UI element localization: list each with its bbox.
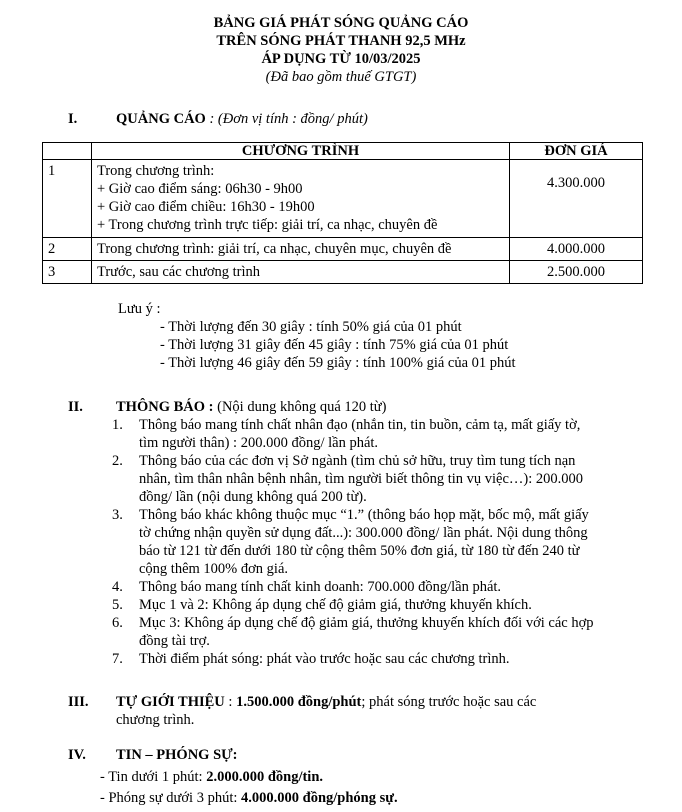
section-3-text-line2: chương trình. [116,712,195,728]
section-1-number: I. [68,111,78,127]
list-item-text: Thời điểm phát sóng: phát vào trước hoặc sau các chương trình. [139,651,510,667]
col-index-header [43,143,92,160]
section-1-unit: : (Đơn vị tính : đồng/ phút) [205,111,368,127]
list-item-text: - Phóng sự dưới 3 phút: [100,790,242,806]
doc-title-line2: TRÊN SÓNG PHÁT THANH 92,5 MHz [216,33,466,49]
list-item-text: Thông báo mang tính chất kinh doanh: 700.000 đồng/lần phát. [139,579,502,595]
section-3-separator: : [224,694,237,710]
notes-block [118,300,516,372]
list-item [112,416,602,452]
table-row [43,261,643,284]
row-program-line: Trước, sau các chương trình [97,264,260,280]
notes-label: Lưu ý : [118,301,161,317]
list-item-number: 3. [112,507,123,523]
section-4-title: TIN – PHÓNG SỰ: [116,747,238,763]
list-item-text: Thông báo của các đơn vị Sở ngành (tìm chủ sở hữu, truy tìm tung tích nạn nhân, tìm thân nhân bệnh nhân, tìm người biết thông tin vụ việc…): 200.000 đồng/ lần (nội dung không quá 200 từ). [139,453,584,505]
list-item-number: 5. [112,597,123,613]
list-item-text: Mục 3: Không áp dụng chế độ giảm giá, thưởng khuyến khích đối với các hợp đồng tài trợ. [139,615,594,649]
list-item [112,650,602,668]
list-item [112,596,602,614]
list-item-number: 7. [112,651,123,667]
row-price: 2.500.000 [510,261,643,284]
note-item: - Thời lượng 46 giây đến 59 giây : tính 100% giá của 01 phút [160,355,516,371]
list-item [112,578,602,596]
list-item [112,614,602,650]
section-1-title: QUẢNG CÁO [116,111,206,127]
section-3-price: 1.500.000 đồng/phút [236,694,362,710]
doc-effective-date: ÁP DỤNG TỪ 10/03/2025 [261,51,421,67]
table-row [43,160,643,238]
doc-tax-note: (Đã bao gồm thuế GTGT) [265,69,417,85]
list-item-text: Thông báo khác không thuộc mục “1.” (thông báo họp mặt, bốc mộ, mất giấy tờ chứng nhận quyền sử dụng đất...): 300.000 đồng/ lần phát. Nội dung thông báo từ 121 từ đến dưới 180 từ cộng thêm 50% đơn giá, từ 180 từ đến 240 từ cộng thêm 100% đơn giá. [139,507,589,577]
row-program-line: + Giờ cao điểm sáng: 06h30 - 9h00 [97,181,303,197]
row-program-line: + Trong chương trình trực tiếp: giải trí, ca nhạc, chuyên đề [97,217,438,233]
row-price: 4.000.000 [510,238,643,261]
row-index: 1 [43,160,92,238]
list-item [100,789,398,807]
row-price: 4.300.000 [510,160,643,238]
list-item-number: 4. [112,579,123,595]
list-item-price: 4.000.000 đồng/phóng sự. [241,790,398,806]
list-item [112,506,602,578]
row-index: 2 [43,238,92,261]
list-item-text: - Tin dưới 1 phút: [100,769,207,785]
row-index: 3 [43,261,92,284]
row-program [92,238,510,261]
announcement-list [112,416,602,668]
note-item: - Thời lượng đến 30 giây : tính 50% giá của 01 phút [160,319,462,335]
row-program-line: + Giờ cao điểm chiều: 16h30 - 19h00 [97,199,315,215]
section-3-text: ; phát sóng trước hoặc sau các [361,694,537,710]
list-item-number: 6. [112,615,123,631]
section-2-subtitle: (Nội dung không quá 120 từ) [213,399,387,415]
section-3-title: TỰ GIỚI THIỆU [116,694,225,710]
list-item-price: 2.000.000 đồng/tin. [206,769,324,785]
col-price-header: ĐƠN GIÁ [510,143,643,160]
section-2-number: II. [68,399,83,415]
table-row [43,238,643,261]
table-header-row [43,143,643,160]
row-program-line: Trong chương trình: giải trí, ca nhạc, chuyên mục, chuyên đề [97,241,452,257]
list-item-text: Thông báo mang tính chất nhân đạo (nhắn tin, tin buồn, cảm tạ, mất giấy tờ, tìm người thân) : 200.000 đồng/ lần phát. [139,417,581,451]
section-4-number: IV. [68,747,86,763]
document-header [0,14,682,86]
col-program-header: CHƯƠNG TRÌNH [92,143,510,160]
row-program [92,160,510,238]
doc-title-line1: BẢNG GIÁ PHÁT SÓNG QUẢNG CÁO [213,15,469,31]
row-program-line: Trong chương trình: [97,163,215,179]
section-2-title: THÔNG BÁO : [116,399,214,415]
price-table [42,142,643,284]
list-item-number: 2. [112,453,123,469]
list-item [100,768,398,786]
news-report-list [100,768,398,810]
section-3-number: III. [68,694,89,710]
row-program [92,261,510,284]
list-item-text: Mục 1 và 2: Không áp dụng chế độ giảm giá, thưởng khuyến khích. [139,597,532,613]
list-item-number: 1. [112,417,123,433]
note-item: - Thời lượng 31 giây đến 45 giây : tính 75% giá của 01 phút [160,337,509,353]
list-item [112,452,602,506]
